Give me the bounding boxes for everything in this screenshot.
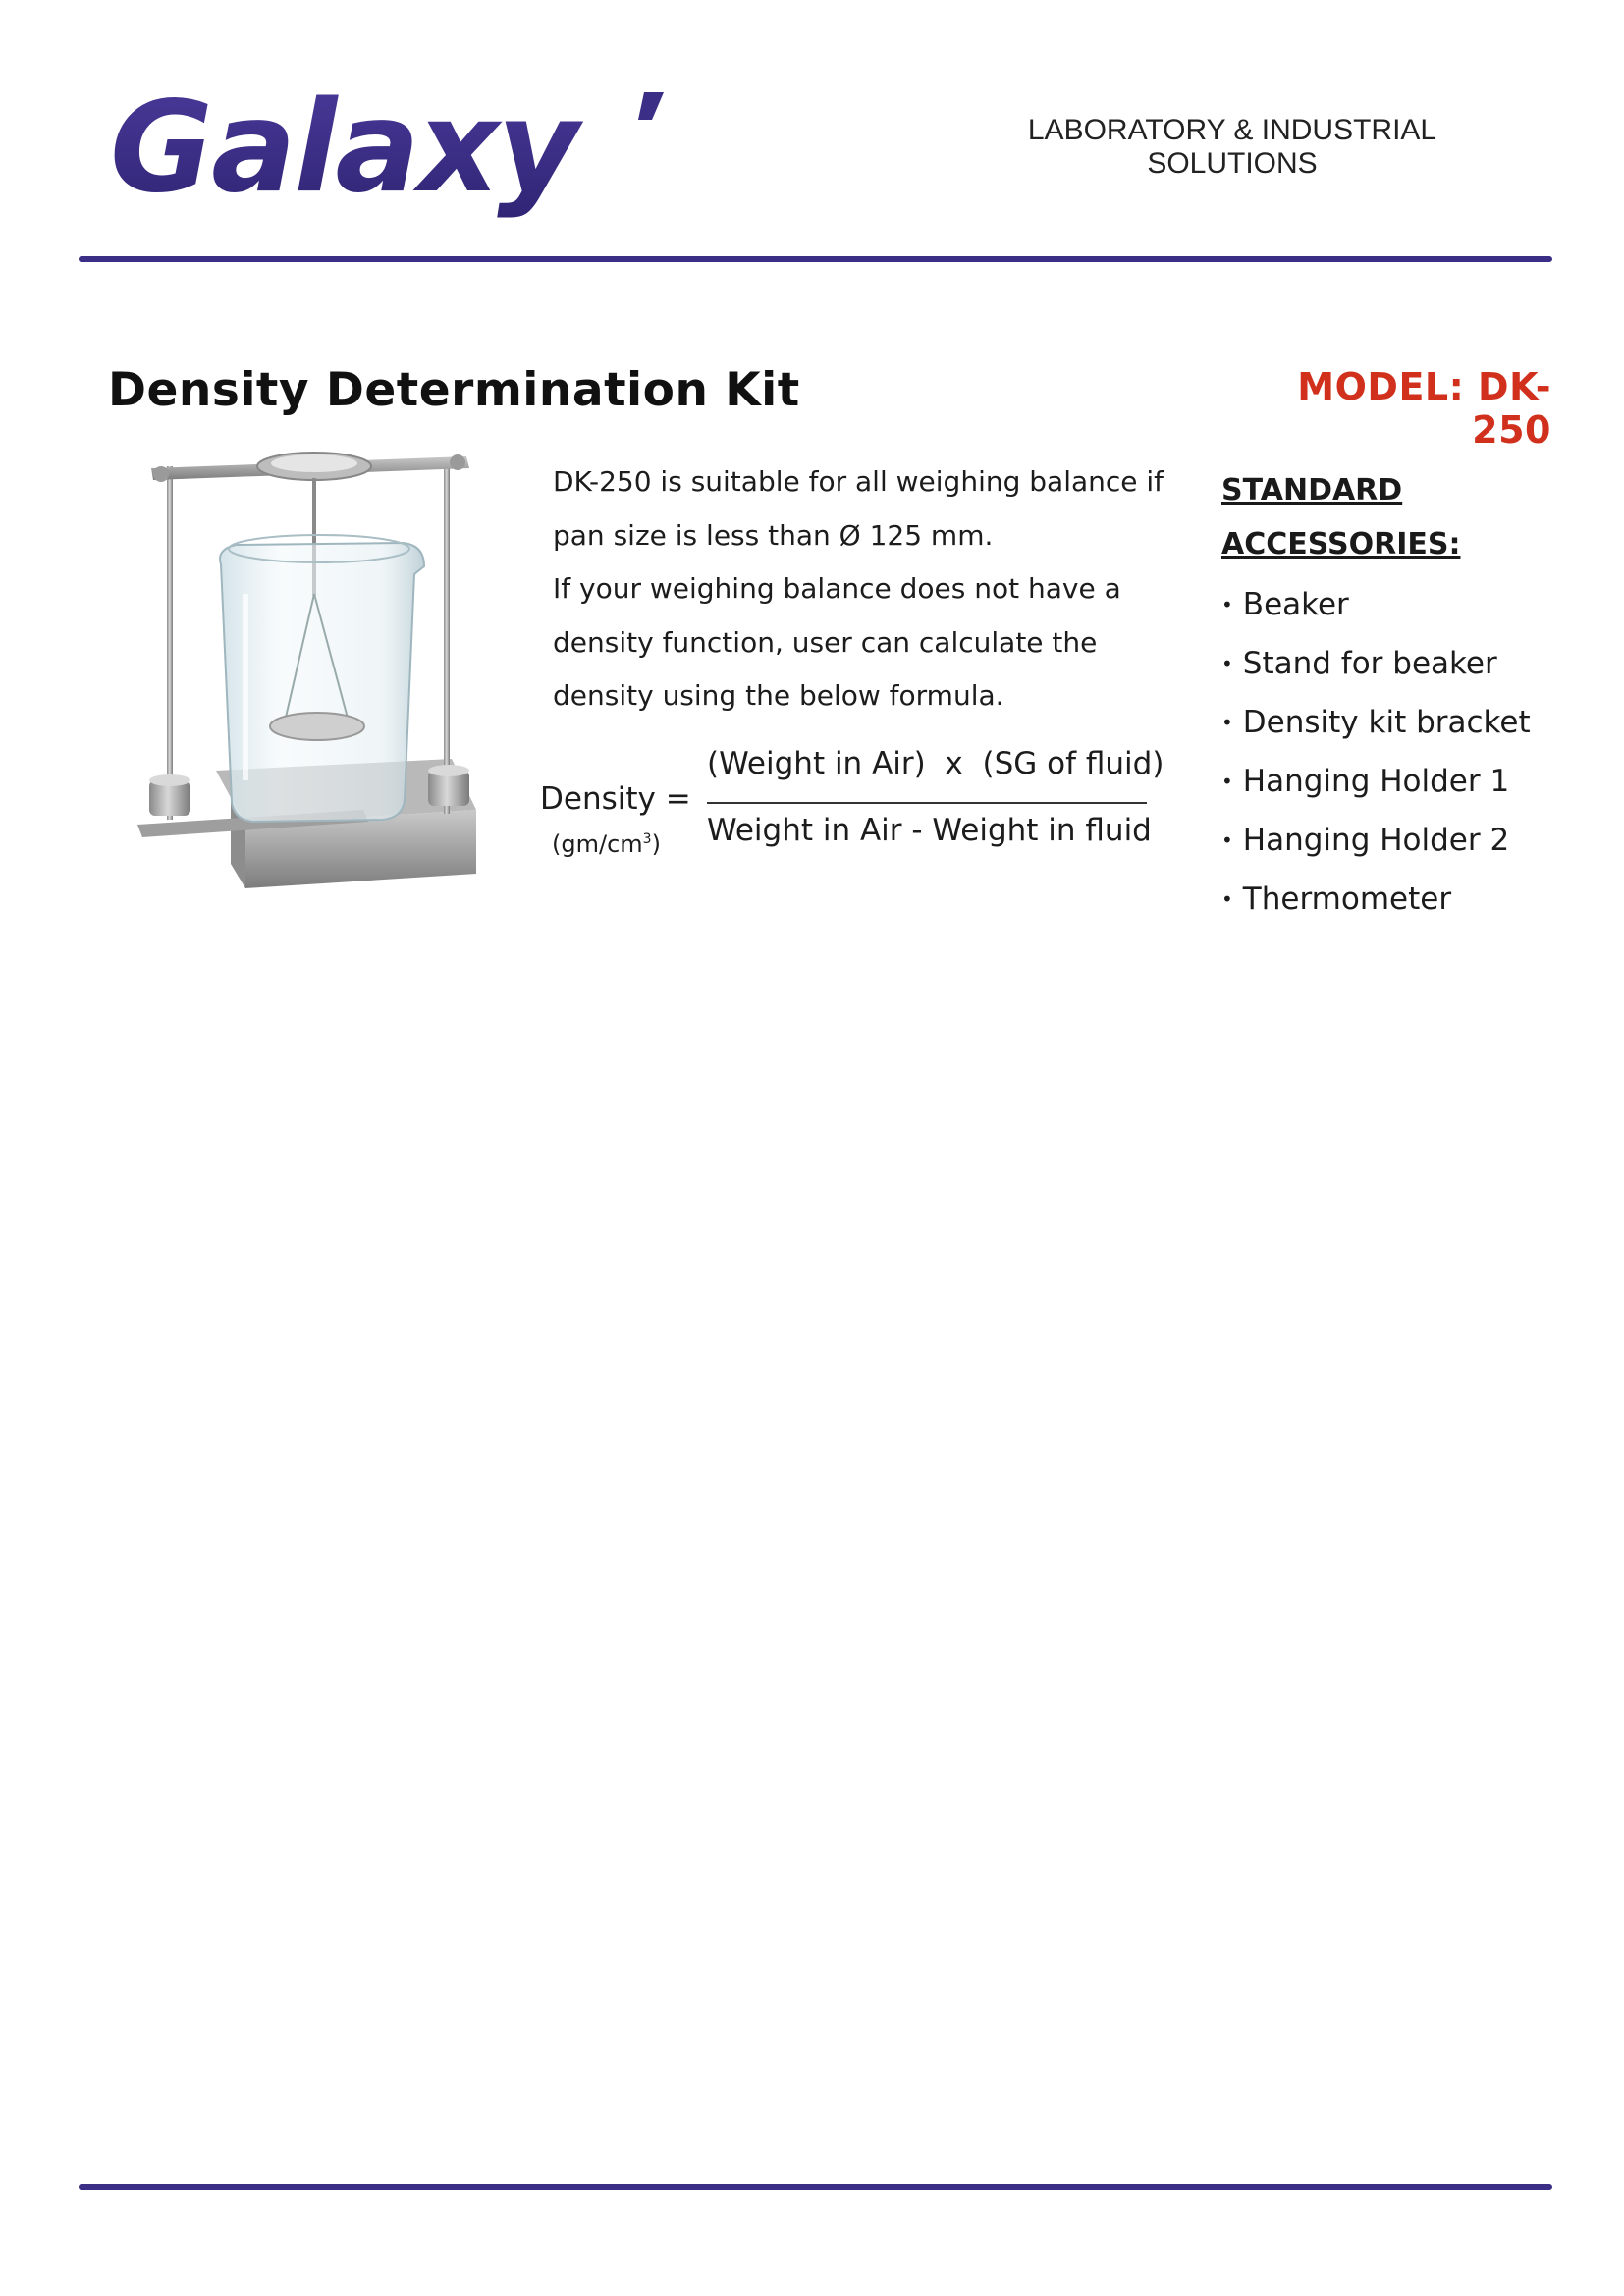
description-line: DK-250 is suitable for all weighing balance if <box>553 465 1164 498</box>
bullet-icon: • <box>1221 711 1233 734</box>
company-tagline <box>982 114 1483 181</box>
bullet-icon: • <box>1221 828 1233 852</box>
bullet-icon: • <box>1221 770 1233 793</box>
formula-unit <box>552 830 661 858</box>
tagline-line-1: LABORATORY & INDUSTRIAL <box>1027 114 1437 146</box>
galaxy-logo <box>106 80 676 238</box>
accessory-label: Hanging Holder 1 <box>1242 764 1510 799</box>
logo-apostrophe-icon <box>638 92 664 120</box>
product-description <box>553 455 1181 723</box>
right-rod <box>444 460 450 814</box>
hanging-sieve <box>270 713 364 740</box>
formula-numerator: (Weight in Air) x (SG of fluid) <box>707 746 1164 781</box>
accessory-label: Density kit bracket <box>1242 705 1531 740</box>
left-rod <box>167 466 173 820</box>
bullet-icon: • <box>1221 887 1233 911</box>
accessories-heading-line-1: STANDARD <box>1221 473 1403 507</box>
unit-prefix: (gm/cm <box>552 830 643 858</box>
product-title: Density Determination Kit <box>108 363 800 417</box>
accessory-label: Stand for beaker <box>1242 646 1497 681</box>
unit-suffix: ) <box>651 830 661 858</box>
accessories-list <box>1221 575 1555 929</box>
list-item <box>1221 811 1555 870</box>
list-item <box>1221 634 1555 693</box>
footer-divider <box>79 2184 1552 2190</box>
description-line: density using the below formula. <box>553 679 1004 712</box>
logo-wordmark: Galaxy <box>110 80 577 221</box>
fraction-bar <box>707 802 1147 804</box>
list-item <box>1221 752 1555 811</box>
description-line: pan size is less than Ø 125 mm. <box>553 518 994 552</box>
model-number: MODEL: DK-250 <box>1297 365 1551 452</box>
accessory-label: Beaker <box>1242 587 1349 622</box>
list-item <box>1221 870 1555 929</box>
tagline-line-2: SOLUTIONS <box>1147 147 1318 180</box>
list-item <box>1221 575 1555 634</box>
description-line: density function, user can calculate the <box>553 625 1098 659</box>
list-item <box>1221 693 1555 752</box>
formula-lhs: Density = <box>540 781 691 817</box>
description-line: If your weighing balance does not have a <box>553 572 1121 605</box>
accessory-label: Thermometer <box>1242 881 1452 917</box>
bullet-icon: • <box>1221 652 1233 675</box>
unit-superscript: 3 <box>642 831 652 847</box>
accessory-label: Hanging Holder 2 <box>1242 823 1510 858</box>
density-kit-image <box>137 447 501 996</box>
standard-accessories <box>1221 463 1555 929</box>
bullet-icon: • <box>1221 593 1233 616</box>
accessories-heading-line-2: ACCESSORIES: <box>1221 527 1461 561</box>
beaker <box>220 543 424 822</box>
formula-denominator: Weight in Air - Weight in fluid <box>707 813 1152 848</box>
density-formula <box>540 746 1208 883</box>
header-divider <box>79 256 1552 262</box>
